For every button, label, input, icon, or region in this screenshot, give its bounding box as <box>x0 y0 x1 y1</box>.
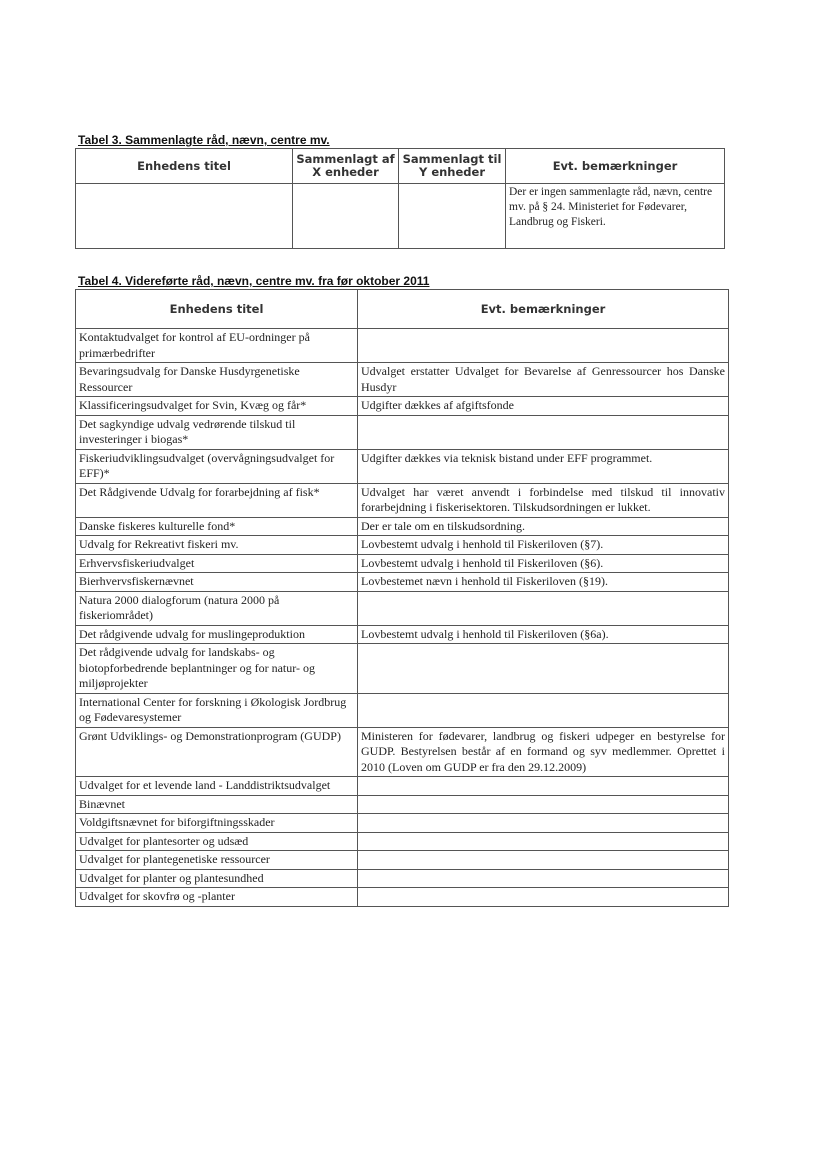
remark-cell: Udvalget erstatter Udvalget for Bevarelse af Genressourcer hos Danske Husdyr <box>358 363 729 397</box>
table3-header-x: Sammenlagt af X enheder <box>293 149 399 184</box>
table-row <box>76 397 729 416</box>
unit-title-cell: Natura 2000 dialogforum (natura 2000 på fiskeriområdet) <box>76 591 358 625</box>
table-row <box>76 795 729 814</box>
unit-title-cell: Erhvervsfiskeriudvalget <box>76 554 358 573</box>
table4-caption: Tabel 4. Videreførte råd, nævn, centre mv. fra før oktober 2011 <box>78 274 430 288</box>
table-row <box>76 536 729 555</box>
unit-title-cell: Voldgiftsnævnet for biforgiftningsskader <box>76 814 358 833</box>
table-row <box>76 554 729 573</box>
remark-cell <box>358 415 729 449</box>
table3-cell-x <box>293 184 399 249</box>
unit-title-cell: Bevaringsudvalg for Danske Husdyrgenetiske Ressourcer <box>76 363 358 397</box>
table-row <box>76 517 729 536</box>
table-row <box>76 363 729 397</box>
unit-title-cell: Udvalg for Rekreativt fiskeri mv. <box>76 536 358 555</box>
remark-cell <box>358 693 729 727</box>
unit-title-cell: Fiskeriudviklingsudvalget (overvågningsudvalget for EFF)* <box>76 449 358 483</box>
table3-header-row <box>76 149 725 184</box>
table4-header-title: Enhedens titel <box>76 290 358 329</box>
unit-title-cell: Binævnet <box>76 795 358 814</box>
table-row <box>76 693 729 727</box>
remark-cell: Lovbestemt udvalg i henhold til Fiskeriloven (§6). <box>358 554 729 573</box>
table-row <box>76 483 729 517</box>
remark-cell: Udgifter dækkes af afgiftsfonde <box>358 397 729 416</box>
unit-title-cell: International Center for forskning i Økologisk Jordbrug og Fødevaresystemer <box>76 693 358 727</box>
unit-title-cell: Det Rådgivende Udvalg for forarbejdning af fisk* <box>76 483 358 517</box>
remark-cell <box>358 777 729 796</box>
remark-cell <box>358 832 729 851</box>
remark-cell: Udgifter dækkes via teknisk bistand under EFF programmet. <box>358 449 729 483</box>
table3-cell-remark: Der er ingen sammenlagte råd, nævn, centre mv. på § 24. Ministeriet for Fødevarer, Landbrug og Fiskeri. <box>506 184 725 249</box>
remark-cell <box>358 888 729 907</box>
table-row <box>76 644 729 694</box>
remark-cell <box>358 591 729 625</box>
unit-title-cell: Danske fiskeres kulturelle fond* <box>76 517 358 536</box>
unit-title-cell: Det sagkyndige udvalg vedrørende tilskud til investeringer i biogas* <box>76 415 358 449</box>
unit-title-cell: Klassificeringsudvalget for Svin, Kvæg og får* <box>76 397 358 416</box>
table3-cell-y <box>399 184 506 249</box>
unit-title-cell: Kontaktudvalget for kontrol af EU-ordninger på primærbedrifter <box>76 329 358 363</box>
remark-cell: Lovbestemet nævn i henhold til Fiskeriloven (§19). <box>358 573 729 592</box>
remark-cell <box>358 851 729 870</box>
table4-header-remarks: Evt. bemærkninger <box>358 290 729 329</box>
remark-cell: Lovbestemt udvalg i henhold til Fiskeriloven (§7). <box>358 536 729 555</box>
table-row <box>76 625 729 644</box>
remark-cell: Ministeren for fødevarer, landbrug og fiskeri udpeger en bestyrelse for GUDP. Bestyrelsen består af en formand og syv medlemmer. Oprettet i 2010 (Loven om GUDP er fra den 29.12.2009) <box>358 727 729 777</box>
remark-cell: Der er tale om en tilskudsordning. <box>358 517 729 536</box>
table-row <box>76 777 729 796</box>
unit-title-cell: Udvalget for et levende land - Landdistriktsudvalget <box>76 777 358 796</box>
remark-cell <box>358 329 729 363</box>
table3-cell-title <box>76 184 293 249</box>
table3-header-remarks: Evt. bemærkninger <box>506 149 725 184</box>
unit-title-cell: Grønt Udviklings- og Demonstrationprogram (GUDP) <box>76 727 358 777</box>
unit-title-cell: Det rådgivende udvalg for landskabs- og biotopforbedrende beplantninger og for natur- og miljøprojekter <box>76 644 358 694</box>
unit-title-cell: Udvalget for planter og plantesundhed <box>76 869 358 888</box>
table-row <box>76 329 729 363</box>
table4 <box>75 289 729 907</box>
remark-cell <box>358 869 729 888</box>
table-row <box>76 851 729 870</box>
table-row <box>76 814 729 833</box>
table3-header-title: Enhedens titel <box>76 149 293 184</box>
table-row <box>76 888 729 907</box>
table-row <box>76 869 729 888</box>
table3 <box>75 148 725 249</box>
table-row <box>76 573 729 592</box>
remark-cell <box>358 644 729 694</box>
table3-header-y: Sammenlagt til Y enheder <box>399 149 506 184</box>
table-row <box>76 415 729 449</box>
unit-title-cell: Udvalget for plantesorter og udsæd <box>76 832 358 851</box>
unit-title-cell: Udvalget for skovfrø og -planter <box>76 888 358 907</box>
table-row <box>76 727 729 777</box>
unit-title-cell: Udvalget for plantegenetiske ressourcer <box>76 851 358 870</box>
table4-body <box>76 329 729 907</box>
unit-title-cell: Det rådgivende udvalg for muslingeproduktion <box>76 625 358 644</box>
table3-row <box>76 184 725 249</box>
remark-cell: Udvalget har været anvendt i forbindelse med tilskud til innovativ forarbejdning i fiskerisektoren. Tilskudsordningen er lukket. <box>358 483 729 517</box>
table-row <box>76 832 729 851</box>
table-row <box>76 449 729 483</box>
remark-cell <box>358 814 729 833</box>
table-row <box>76 591 729 625</box>
remark-cell: Lovbestemt udvalg i henhold til Fiskeriloven (§6a). <box>358 625 729 644</box>
table4-header-row <box>76 290 729 329</box>
table3-caption: Tabel 3. Sammenlagte råd, nævn, centre mv. <box>78 133 330 147</box>
unit-title-cell: Bierhvervsfiskernævnet <box>76 573 358 592</box>
remark-cell <box>358 795 729 814</box>
